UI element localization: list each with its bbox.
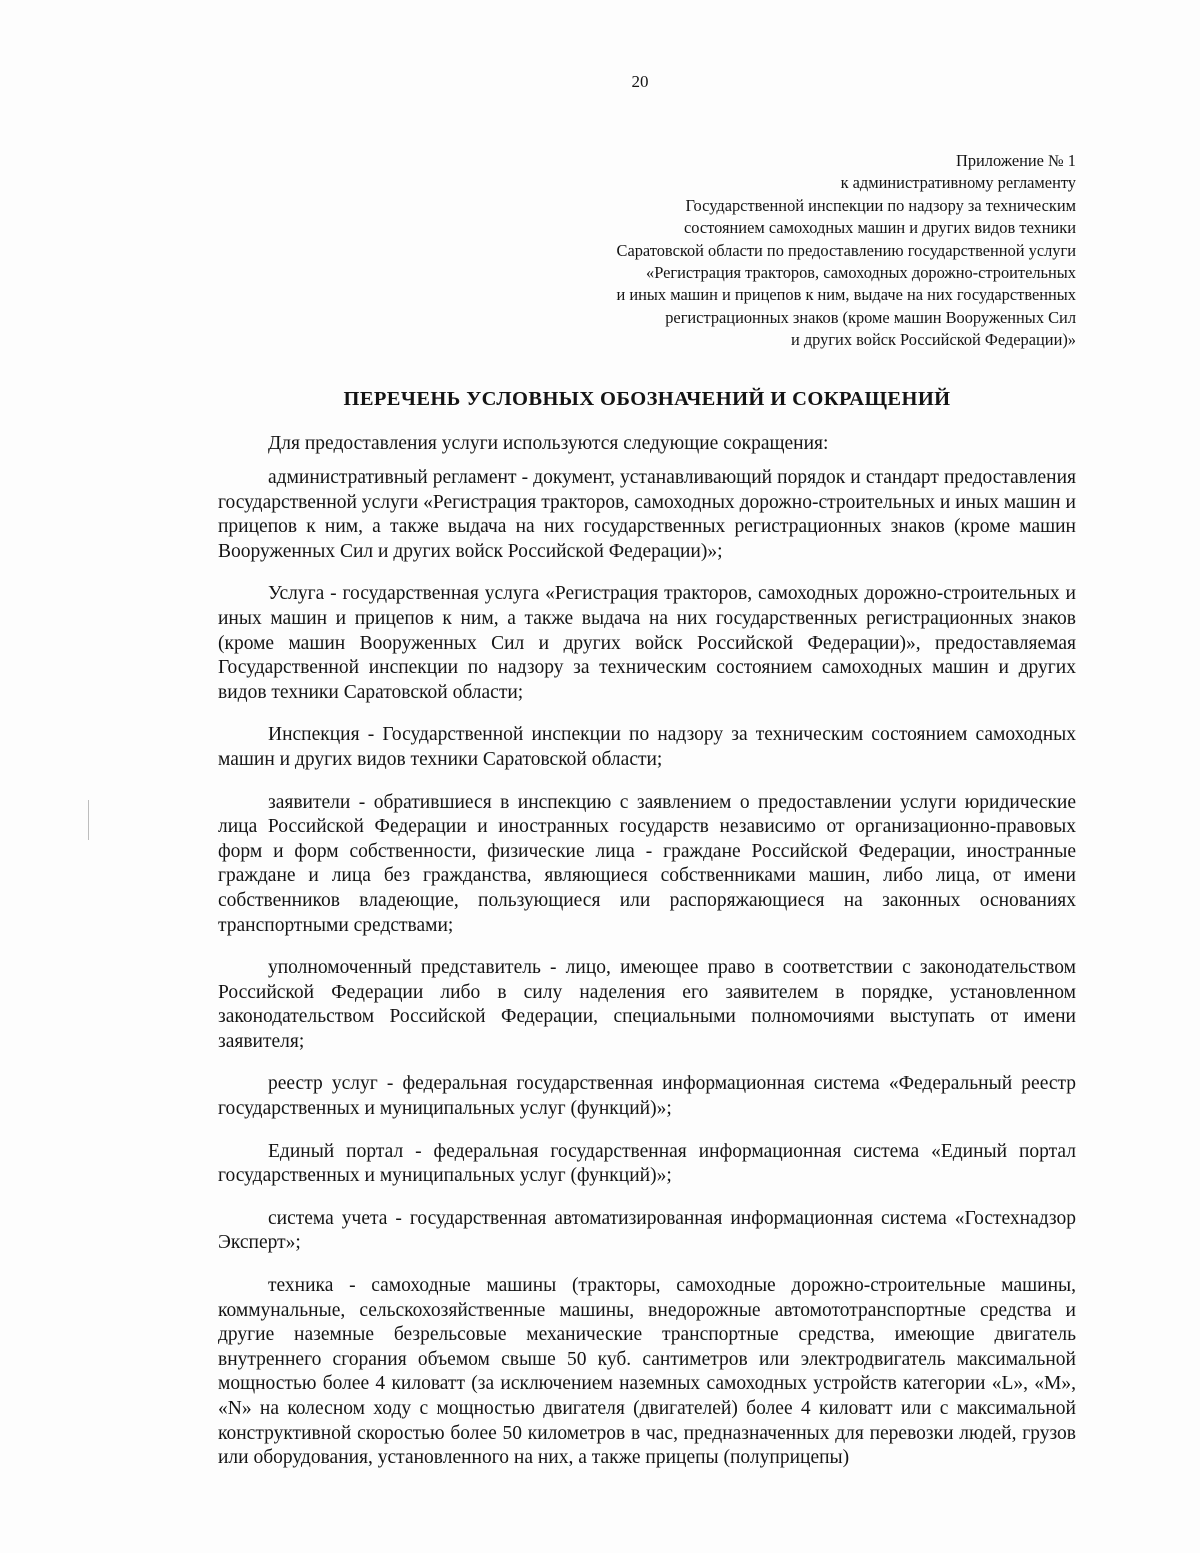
definition-machinery: техника - самоходные машины (тракторы, самоходные дорожно-строительные машины, коммунальные, сельскохозяйственные машины, внедорожные автомототранспортные средства и другие наземные безрельсовые механические транспортные средства, имеющие двигатель внутреннего сгорания объемом свыше 50 куб. сантиметров или электродвигатель максимальной мощностью более 4 киловатт (за исключением наземных самоходных устройств категории «L», «M», «N» на колесном ходу с мощностью двигателя (двигателей) более 4 киловатт или с максимальной конструктивной скоростью более 50 километров в час, предназначенных для перевозки людей, грузов или оборудования, установленного на них, а также прицепы (полуприцепы) [218,1275,1076,1469]
definition-service: Услуга - государственная услуга «Регистрация тракторов, самоходных дорожно-строительных и иных машин и прицепов к ним, а также выдача на них государственных регистрационных знаков (кроме машин Вооруженных Сил и других войск Российской Федерации)», предоставляемая Государственной инспекции по надзору за техническим состоянием самоходных машин и других видов техники Саратовской области; [218,583,1076,703]
appendix-line: и других войск Российской Федерации)» [790,330,1076,350]
appendix-line: Государственной инспекции по надзору за техническим [685,195,1076,215]
appendix-line: и иных машин и прицепов к ним, выдаче на них государственных [616,285,1076,305]
appendix-line: Саратовской области по предоставлению государственной услуги [616,240,1076,260]
definition-unified-portal: Единый портал - федеральная государственная информационная система «Единый портал государственных и муниципальных услуг (функций)»; [218,1140,1076,1187]
appendix-line: «Регистрация тракторов, самоходных дорожно-строительных [646,263,1076,283]
appendix-line: Приложение № 1 [955,151,1076,170]
definition-authorized-representative: уполномоченный представитель - лицо, имеющее право в соответствии с законодательством Российской Федерации либо в силу наделения его заявителем в порядке, установленном законодательством Российской Федерации, специальными полномочиями выступать от имени заявителя; [218,957,1076,1052]
appendix-line: состоянием самоходных машин и других видов техники [684,218,1076,238]
page-number: 20 [631,72,649,91]
appendix-line: к административному регламенту [840,173,1076,193]
definition-administrative-regulation: административный регламент - документ, устанавливающий порядок и стандарт предоставления государственной услуги «Регистрация тракторов, самоходных дорожно-строительных и иных машин и прицепов к ним, а также выдача на них государственных регистрационных знаков (кроме машин Вооруженных Сил и других войск Российской Федерации)»; [218,467,1076,562]
definition-accounting-system: система учета - государственная автоматизированная информационная система «Гостехнадзор Эксперт»; [218,1207,1076,1254]
definition-services-registry: реестр услуг - федеральная государственная информационная система «Федеральный реестр государственных и муниципальных услуг (функций)»; [218,1073,1076,1120]
appendix-header [436,150,1076,352]
intro-paragraph: Для предоставления услуги используются следующие сокращения: [268,433,829,454]
definition-inspection: Инспекция - Государственной инспекции по надзору за техническим состоянием самоходных машин и других видов техники Саратовской области; [218,724,1076,770]
definition-applicants: заявители - обратившиеся в инспекцию с заявлением о предоставлении услуги юридические лица Российской Федерации и иностранных государств независимо от организационно-правовых форм и форм собственности, физические лица - граждане Российской Федерации, иностранные граждане и лица без гражданства, являющиеся собственниками машин, либо лица, от имени собственников владеющие, пользующиеся или распоряжающиеся на законных основаниях транспортными средствами; [218,791,1076,936]
definitions-list [218,466,1076,1471]
scan-margin-mark [88,800,89,840]
document-title: ПЕРЕЧЕНЬ УСЛОВНЫХ ОБОЗНАЧЕНИЙ И СОКРАЩЕНИЙ [343,388,951,410]
appendix-line: регистрационных знаков (кроме машин Вооруженных Сил [665,307,1076,327]
